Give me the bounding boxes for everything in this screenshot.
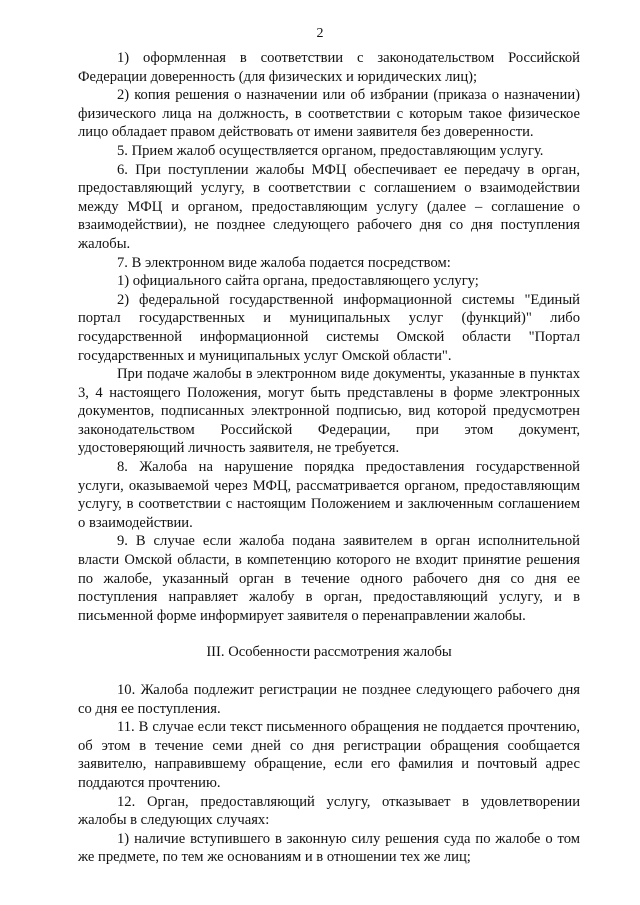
page-number: 2 [316, 26, 324, 41]
document-body [78, 49, 580, 867]
paragraph: 1) официального сайта органа, предоставляющего услугу; [117, 273, 479, 290]
paragraph: 2) копия решения о назначении или об избрании (приказа о назначении) физического лица на должность, в соответствии с которым такое физическое лицо обладает правом действовать от имени заявителя без доверенности. [78, 87, 580, 141]
paragraph: 8. Жалоба на нарушение порядка предоставления государственной услуги, оказываемой через МФЦ, рассматривается органом, предоставляющим услугу, в соответствии с настоящим Положением и заключенным соглашением о взаимодействии. [78, 459, 580, 531]
paragraph: 11. В случае если текст письменного обращения не поддается прочтению, об этом в течение семи дней со дня регистрации обращения сообщается заявителю, направившему обращение, если его фамилия и почтовый адрес поддаются прочтению. [78, 719, 580, 791]
paragraph: 7. В электронном виде жалоба подается посредством: [117, 254, 451, 271]
paragraph: 6. При поступлении жалобы МФЦ обеспечивает ее передачу в орган, предоставляющий услугу, в соответствии с соглашением о взаимодействии между МФЦ и органом, предоставляющим услугу (далее – соглашение о взаимодействии), не позднее следующего рабочего дня со дня поступления жалобы. [78, 161, 580, 252]
paragraph: 1) оформленная в соответствии с законодательством Российской Федерации доверенность (для физических и юридических лиц); [78, 50, 580, 85]
section-heading: III. Особенности рассмотрения жалобы [206, 644, 452, 661]
paragraph: 5. Прием жалоб осуществляется органом, предоставляющим услугу. [117, 142, 544, 159]
paragraph: При подаче жалобы в электронном виде документы, указанные в пунктах 3, 4 настоящего Положения, могут быть представлены в форме электронных документов, подписанных электронной подписью, вид которой предусмотрен законодательством Российской Федерации, при этом документ, удостоверяющий личность заявителя, не требуется. [78, 366, 580, 457]
paragraph: 9. В случае если жалоба подана заявителем в орган исполнительной власти Омской области, в компетенцию которого не входит принятие решения по жалобе, указанный орган в течение одного рабочего дня со дня ее поступления направляет жалобу в орган, предоставляющий услугу, и в письменной форме информирует заявителя о перенаправлении жалобы. [78, 533, 580, 624]
paragraph: 1) наличие вступившего в законную силу решения суда по жалобе о том же предмете, по тем же основаниям и в отношении тех же лиц; [78, 830, 580, 866]
paragraph: 2) федеральной государственной информационной системы "Единый портал государственных и муниципальных услуг (функций)" либо государственной информационной системы Омской области "Портал государственных и муниципальных услуг Омской области". [78, 291, 580, 364]
paragraph: 10. Жалоба подлежит регистрации не позднее следующего рабочего дня со дня ее поступления. [78, 682, 580, 717]
paragraph: 12. Орган, предоставляющий услугу, отказывает в удовлетворении жалобы в следующих случаях: [78, 793, 580, 829]
